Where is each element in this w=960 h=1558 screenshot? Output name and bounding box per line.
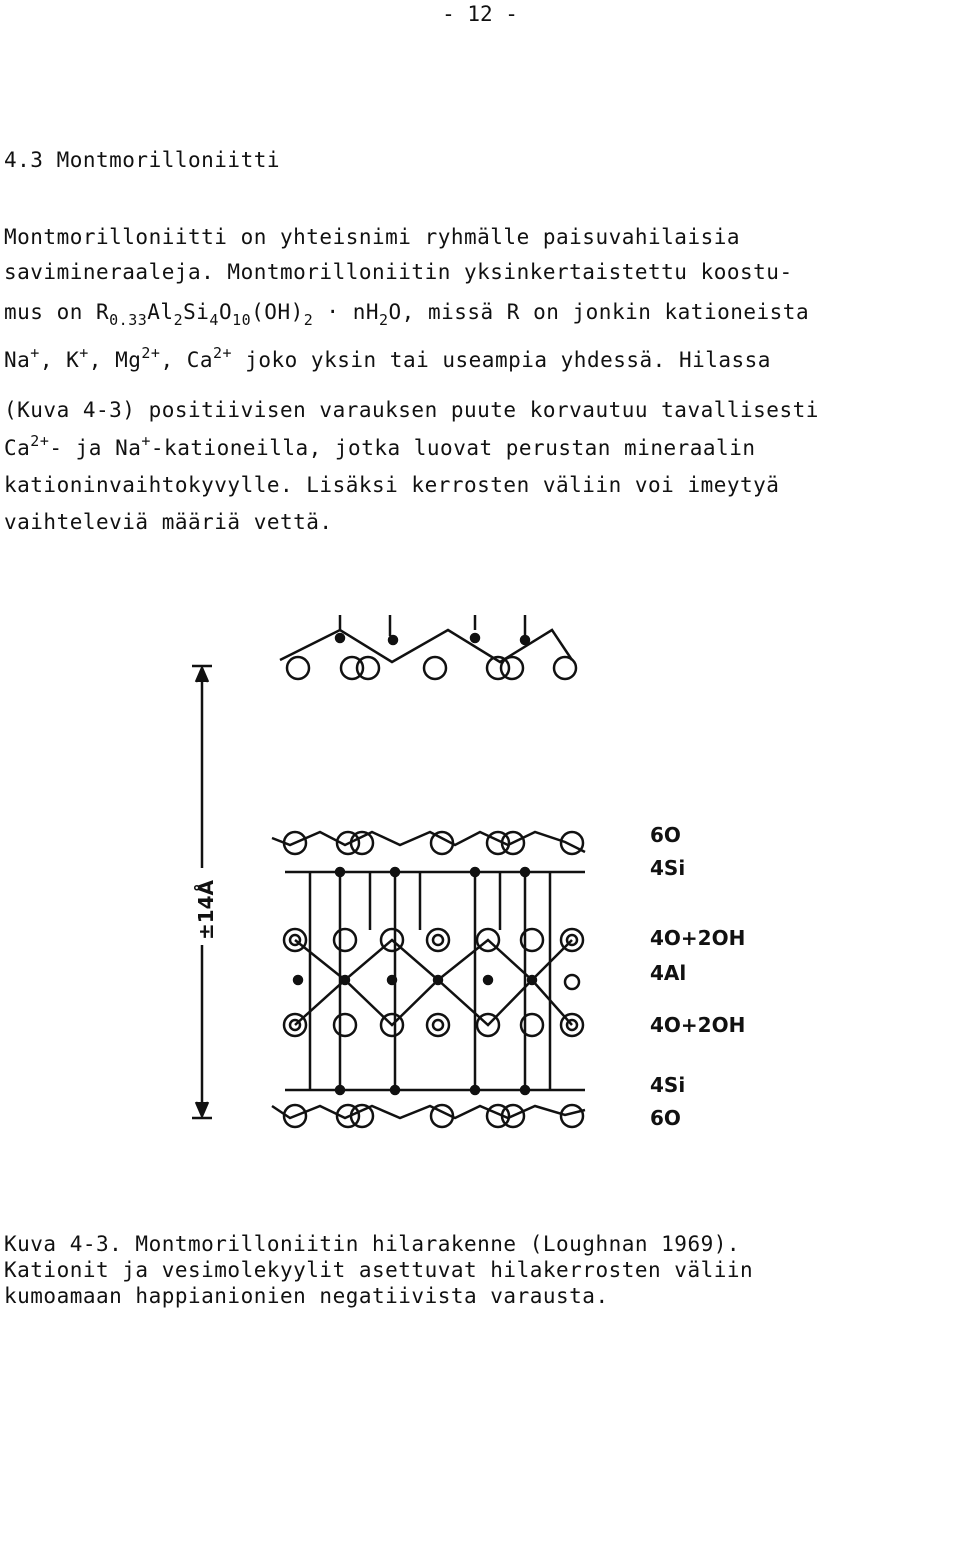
layer-label: 4O+2OH <box>650 1013 746 1037</box>
formula-sub: 4 <box>209 311 219 329</box>
oxygen-atom <box>501 657 523 679</box>
oxygen-atom <box>554 657 576 679</box>
cation-text: joko yksin tai useampia yhdessä. Hilassa <box>232 348 771 372</box>
cation-charge: + <box>30 344 40 362</box>
silicon-atom <box>471 634 479 642</box>
oxygen-atom <box>287 657 309 679</box>
cation-charge: + <box>79 344 89 362</box>
formula-text: O, missä R on jonkin kationeista <box>388 300 810 324</box>
page-number: - 12 - <box>442 2 518 26</box>
layer-top-oxygen-row <box>272 832 585 854</box>
cation-charge: + <box>141 432 151 450</box>
formula-sub: 2 <box>303 311 314 329</box>
cation-charge: 2+ <box>30 432 50 450</box>
formula-text: mus on R <box>4 300 110 324</box>
formula-sub: 2 <box>378 311 389 329</box>
cation-text: , Ca <box>160 348 214 372</box>
formula-text: O <box>218 300 233 324</box>
oxygen-atom <box>424 657 446 679</box>
cation-text: Ca <box>4 436 31 460</box>
layer-label: 4Si <box>650 1073 686 1097</box>
dimension-label: ±14Å <box>194 879 218 941</box>
formula-text: (OH) <box>251 300 304 324</box>
formula-sub: 10 <box>232 311 252 329</box>
formula-text: Si <box>183 300 210 324</box>
octahedral-sheet <box>284 929 583 1036</box>
paragraph-line-7: kationinvaihtokyvylle. Lisäksi kerrosten väliin voi imeytyä <box>4 473 780 497</box>
cation-text: , Mg <box>88 348 142 372</box>
paragraph-line-8: vaihteleviä määriä vettä. <box>4 510 333 534</box>
cation-charge: 2+ <box>141 344 161 362</box>
upper-tetrahedral-sheet <box>280 615 576 679</box>
silicon-atom <box>389 636 397 644</box>
formula-text: · nH <box>313 300 379 324</box>
cation-text: Na <box>4 348 31 372</box>
layer-label: 4O+2OH <box>650 926 746 950</box>
silicon-atom <box>336 634 344 642</box>
cation-charge: 2+ <box>213 344 233 362</box>
caption-line-3: kumoamaan happianionien negatiivista varausta. <box>4 1284 609 1308</box>
formula-text: Al <box>147 300 174 324</box>
montmorillonite-lattice-figure <box>180 610 800 1130</box>
layer-label: 6O <box>650 1106 681 1130</box>
caption-line-1: Kuva 4-3. Montmorilloniitin hilarakenne (Loughnan 1969). <box>4 1232 741 1256</box>
paragraph-line-5: (Kuva 4-3) positiivisen varauksen puute korvautuu tavallisesti <box>4 398 819 422</box>
formula-sub: 2 <box>173 311 184 329</box>
paragraph-line-1: Montmorilloniitti on yhteisnimi ryhmälle paisuvahilaisia <box>4 225 741 249</box>
cation-text: - ja Na <box>49 436 142 460</box>
silicon-atom <box>521 636 529 644</box>
caption-line-2: Kationit ja vesimolekyylit asettuvat hilakerrosten väliin <box>4 1258 754 1282</box>
lower-tetrahedral-sheet <box>272 1086 585 1127</box>
layer-label: 4Al <box>650 961 687 985</box>
cation-text: , K <box>39 348 80 372</box>
oxygen-atom <box>357 657 379 679</box>
paragraph-line-3-formula <box>4 300 810 329</box>
section-heading: 4.3 Montmorilloniitti <box>4 148 281 172</box>
layer-label: 4Si <box>650 856 686 880</box>
cation-text: -kationeilla, jotka luovat perustan mineraalin <box>150 436 756 460</box>
paragraph-line-6-cations <box>4 432 756 460</box>
paragraph-line-2: savimineraaleja. Montmorilloniitin yksinkertaistettu koostu- <box>4 260 793 284</box>
layer-label: 6O <box>650 823 681 847</box>
paragraph-line-4-cations <box>4 344 771 372</box>
formula-sub: 0.33 <box>109 311 148 329</box>
